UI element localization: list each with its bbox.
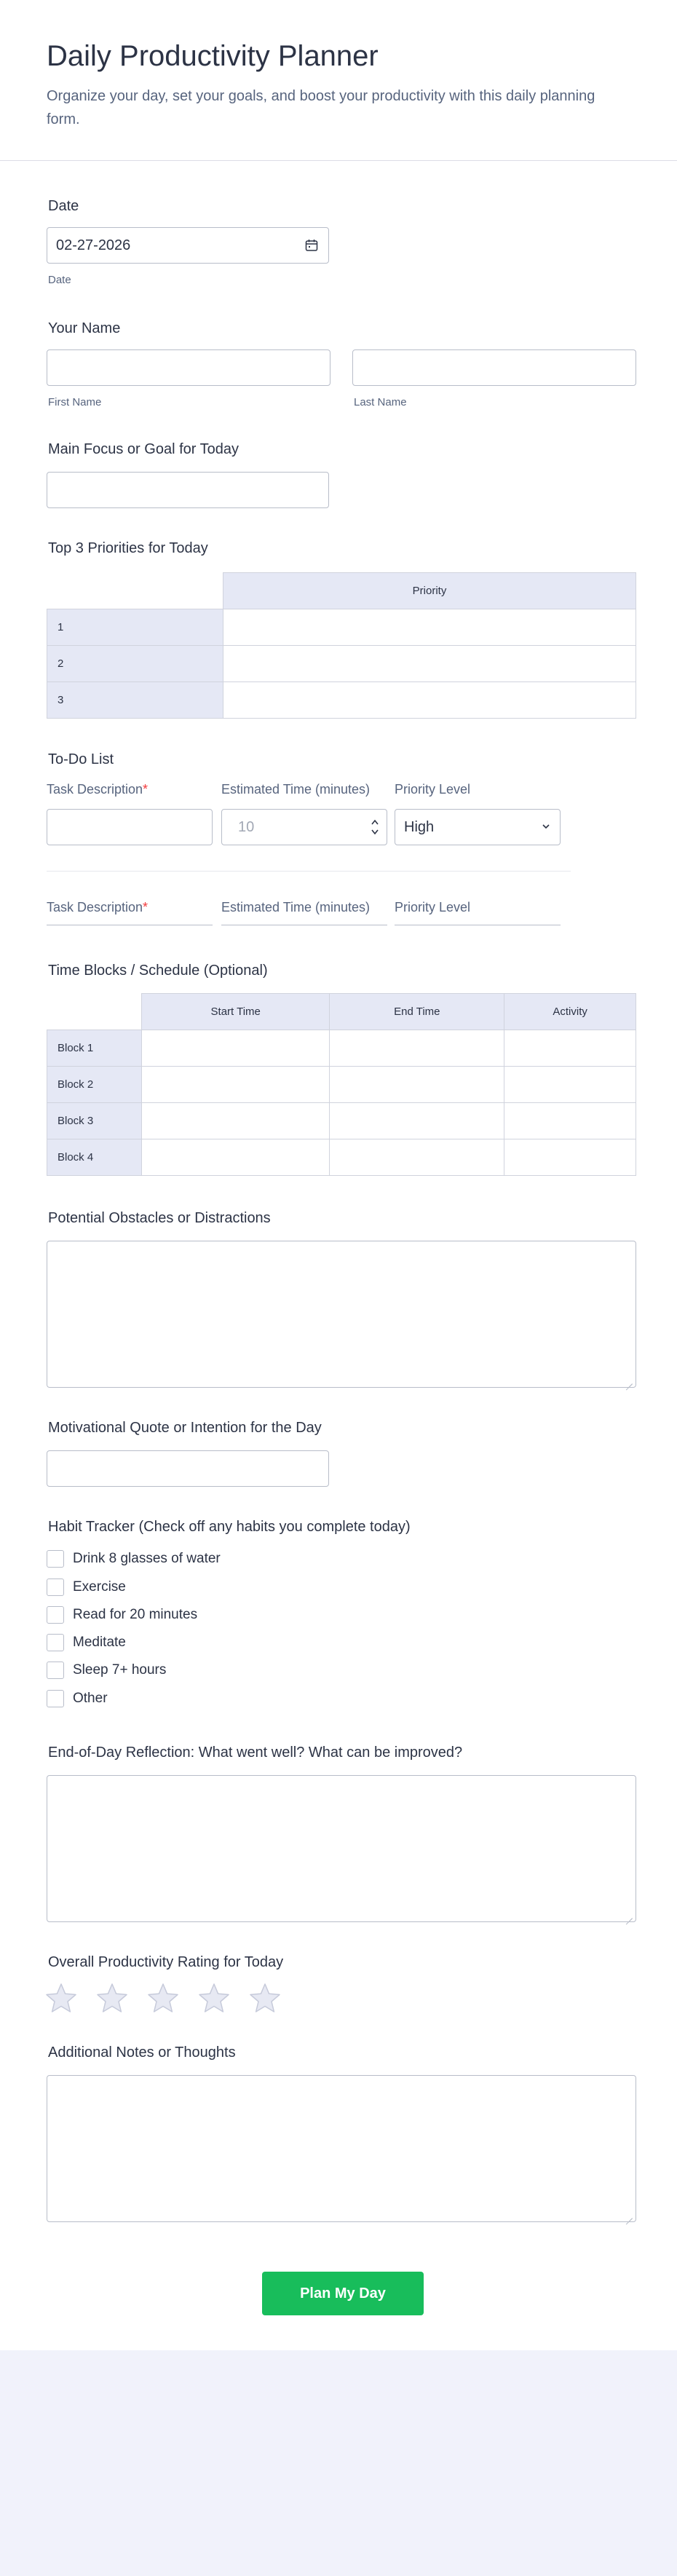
date-label: Date (48, 198, 79, 214)
obstacles-label: Potential Obstacles or Distractions (48, 1210, 271, 1226)
header-divider (0, 160, 677, 161)
habit-label: Drink 8 glasses of water (73, 1551, 221, 1566)
habit-checkbox[interactable] (47, 1690, 64, 1707)
calendar-icon[interactable] (305, 239, 318, 252)
habit-checkbox[interactable] (47, 1662, 64, 1679)
priority-cell-1[interactable] (223, 609, 636, 646)
todo-label: To-Do List (48, 751, 114, 767)
resize-handle-icon[interactable] (625, 1911, 633, 1919)
block-row-label: Block 2 (47, 1067, 142, 1103)
start-time-header: Start Time (142, 994, 330, 1030)
todo-time-column-2: Estimated Time (minutes) (221, 900, 371, 914)
block-cell[interactable] (142, 1067, 330, 1103)
star-icon[interactable] (147, 1982, 179, 2014)
resize-handle-icon[interactable] (625, 2211, 633, 2219)
todo-time-placeholder: 10 (238, 819, 255, 835)
habit-label: Exercise (73, 1579, 126, 1595)
priority-cell-2[interactable] (223, 646, 636, 682)
rating-label: Overall Productivity Rating for Today (48, 1954, 284, 1970)
todo-task-column-2: Task Description* (47, 900, 149, 914)
main-focus-label: Main Focus or Goal for Today (48, 441, 239, 457)
block-row-label: Block 1 (47, 1030, 142, 1067)
time-blocks-table (47, 993, 636, 1176)
block-cell[interactable] (142, 1030, 330, 1067)
quote-label: Motivational Quote or Intention for the Day (48, 1420, 322, 1436)
obstacles-textarea[interactable] (47, 1241, 636, 1388)
habits-label: Habit Tracker (Check off any habits you complete today) (48, 1519, 411, 1535)
name-label: Your Name (48, 320, 121, 336)
habit-checkbox[interactable] (47, 1550, 64, 1568)
todo-task-column: Task Description* (47, 782, 149, 797)
priorities-table (47, 572, 636, 719)
todo-priority-column: Priority Level (395, 782, 471, 797)
block-row-label: Block 3 (47, 1103, 142, 1139)
habit-label: Read for 20 minutes (73, 1607, 198, 1622)
block-cell[interactable] (142, 1139, 330, 1176)
form-subtitle: Organize your day, set your goals, and boost your productivity with this daily planning form. (47, 88, 595, 127)
habit-checkbox[interactable] (47, 1634, 64, 1651)
habit-checkbox-row[interactable] (47, 1578, 126, 1597)
block-cell[interactable] (504, 1030, 636, 1067)
block-cell[interactable] (504, 1103, 636, 1139)
first-name-input[interactable] (47, 349, 330, 386)
habit-checkbox-row[interactable] (47, 1633, 126, 1652)
date-input[interactable] (47, 227, 329, 264)
todo-time-column: Estimated Time (minutes) (221, 782, 371, 797)
form-title: Daily Productivity Planner (47, 40, 379, 72)
star-icon[interactable] (96, 1982, 128, 2014)
priority-row-label: 1 (47, 609, 223, 646)
first-name-sublabel: First Name (48, 396, 102, 408)
habit-checkbox-row[interactable] (47, 1549, 221, 1568)
block-row-label: Block 4 (47, 1139, 142, 1176)
priority-cell-3[interactable] (223, 682, 636, 719)
form-footer (0, 2243, 677, 2350)
todo-row-divider (47, 871, 571, 872)
todo-priority-value: High (404, 819, 435, 835)
quote-input[interactable] (47, 1450, 329, 1487)
todo-priority-column-2: Priority Level (395, 900, 471, 914)
todo-priority-select[interactable] (395, 809, 561, 845)
stepper-arrows-icon[interactable] (371, 817, 379, 837)
last-name-input[interactable] (352, 349, 636, 386)
block-cell[interactable] (330, 1067, 504, 1103)
priority-row-label: 3 (47, 682, 223, 719)
block-cell[interactable] (330, 1139, 504, 1176)
date-value: 02-27-2026 (56, 237, 131, 253)
main-focus-input[interactable] (47, 472, 329, 508)
star-icon[interactable] (249, 1982, 281, 2014)
priorities-label: Top 3 Priorities for Today (48, 540, 208, 556)
time-blocks-label: Time Blocks / Schedule (Optional) (48, 963, 268, 979)
habit-checkbox[interactable] (47, 1606, 64, 1624)
todo-task-input[interactable] (47, 809, 213, 845)
block-cell[interactable] (330, 1030, 504, 1067)
date-sublabel: Date (48, 274, 71, 286)
priority-row-label: 2 (47, 646, 223, 682)
habit-label: Sleep 7+ hours (73, 1662, 167, 1678)
star-icon[interactable] (198, 1982, 230, 2014)
notes-label: Additional Notes or Thoughts (48, 2044, 236, 2061)
habit-label: Meditate (73, 1635, 126, 1650)
chevron-down-icon (542, 823, 550, 830)
habit-checkbox-row[interactable] (47, 1689, 108, 1708)
habit-label: Other (73, 1691, 108, 1706)
star-icon[interactable] (45, 1982, 77, 2014)
habit-checkbox-row[interactable] (47, 1661, 166, 1680)
todo-time-stepper[interactable] (221, 809, 387, 845)
notes-textarea[interactable] (47, 2075, 636, 2222)
block-cell[interactable] (504, 1139, 636, 1176)
rating-stars (45, 1982, 300, 2014)
reflection-textarea[interactable] (47, 1775, 636, 1922)
habit-checkbox[interactable] (47, 1579, 64, 1596)
block-cell[interactable] (504, 1067, 636, 1103)
block-cell[interactable] (142, 1103, 330, 1139)
end-time-header: End Time (330, 994, 504, 1030)
last-name-sublabel: Last Name (354, 396, 407, 408)
reflection-label: End-of-Day Reflection: What went well? What can be improved? (48, 1745, 463, 1761)
habit-checkbox-row[interactable] (47, 1605, 197, 1624)
activity-header: Activity (504, 994, 636, 1030)
form-header (47, 36, 600, 131)
block-cell[interactable] (330, 1103, 504, 1139)
plan-my-day-button[interactable]: Plan My Day (262, 2272, 424, 2315)
resize-handle-icon[interactable] (625, 1377, 633, 1384)
priority-column-header: Priority (223, 573, 636, 609)
